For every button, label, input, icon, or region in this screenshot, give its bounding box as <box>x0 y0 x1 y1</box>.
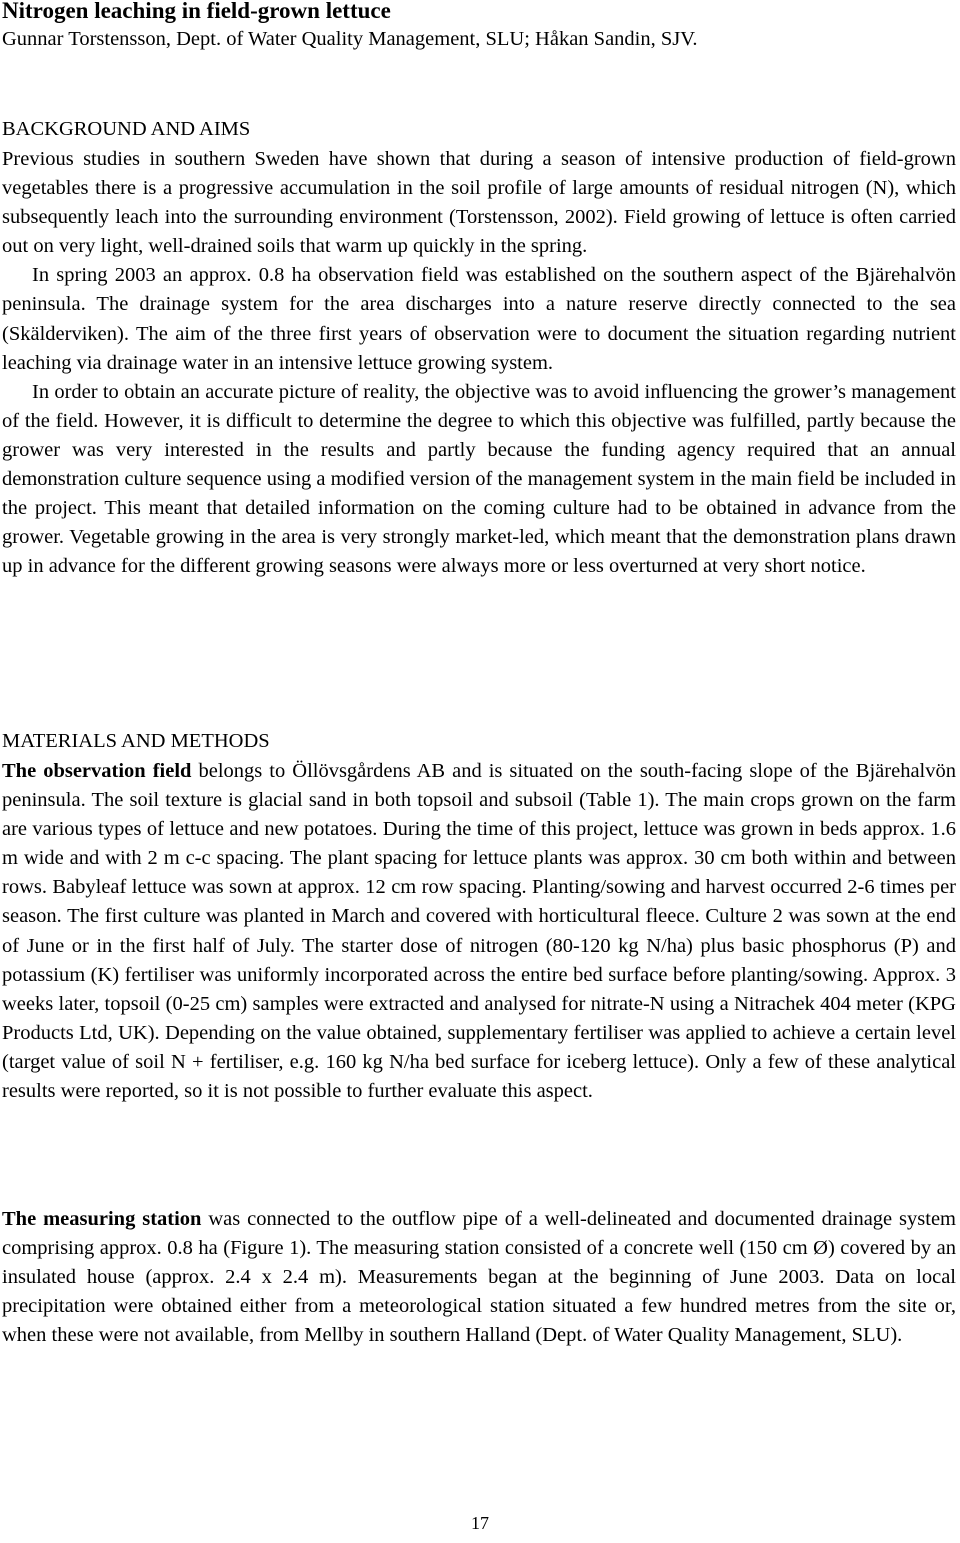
measuring-station-paragraph <box>2 1205 956 1350</box>
page-number: 17 <box>471 1513 489 1533</box>
background-paragraph-3: In order to obtain an accurate picture of reality, the objective was to avoid influencing the grower’s management of the field. However, it is difficult to determine the degree to which this objective was fulfilled, partly because the grower was very interested in the results and partly because the funding agency required that an annual demonstration culture sequence using a modified version of the management system in the main field be included in the project. This meant that detailed information on the coming culture had to be obtained in advance from the grower. Vegetable growing in the area is very strongly market-led, which meant that the demonstration plans drawn up in advance for the different growing seasons were always more or less overturned at very short notice. <box>2 380 956 578</box>
measuring-station-body: was connected to the outflow pipe of a well-delineated and documented drainage system comprising approx. 0.8 ha (Figure 1). The measuring station consisted of a concrete well (150 cm Ø) covered by an insulated house (approx. 2.4 x 2.4 m). Measurements began at the beginning of June 2003. Data on local precipitation were obtained either from a meteorological station situated a few hundred metres from the site or, when these were not available, from Mellby in southern Halland (Dept. of Water Quality Management, SLU). <box>2 1208 956 1347</box>
author-line: Gunnar Torstensson, Dept. of Water Quality Management, SLU; Håkan Sandin, SJV. <box>2 28 698 50</box>
background-heading: BACKGROUND AND AIMS <box>2 118 251 140</box>
measuring-station-lead: The measuring station <box>2 1208 202 1230</box>
observation-field-lead: The observation field <box>2 760 192 782</box>
background-paragraph-2: In spring 2003 an approx. 0.8 ha observation field was established on the southern aspect of the Bjärehalvön peninsula. The drainage system for the area discharges into a nature reserve directly connected to the sea (Skälderviken). The aim of the three first years of observation were to document the situation regarding nutrient leaching via drainage water in an intensive lettuce growing system. <box>2 264 956 374</box>
observation-field-body: belongs to Öllövsgårdens AB and is situated on the south-facing slope of the Bjärehalvön peninsula. The soil texture is glacial sand in both topsoil and subsoil (Table 1). The main crops grown on the farm are various types of lettuce and new potatoes. During the time of this project, lettuce was grown in beds approx. 1.6 m wide and with 2 m c-c spacing. The plant spacing for lettuce plants was approx. 30 cm both within and between rows. Babyleaf lettuce was sown at approx. 12 cm row spacing. Planting/sowing and harvest occurred 2-6 times per season. The first culture was planted in March and covered with horticultural fleece. Culture 2 was sown at the end of June or in the first half of July. The starter dose of nitrogen (80-120 kg N/ha) plus basic phosphorus (P) and potassium (K) fertiliser was uniformly incorporated across the entire bed surface before planting/sowing. Approx. 3 weeks later, topsoil (0-25 cm) samples were extracted and analysed for nitrate-N using a Nitrachek 404 meter (KPG Products Ltd, UK). Depending on the value obtained, supplementary fertiliser was applied to achieve a certain level (target value of soil N + fertiliser, e.g. 160 kg N/ha bed surface for iceberg lettuce). Only a few of these analytical results were reported, so it is not possible to further evaluate this aspect. <box>2 760 956 1103</box>
measuring-station-text <box>2 1205 956 1350</box>
document-title: Nitrogen leaching in field-grown lettuce <box>2 0 391 23</box>
background-paragraph-1: Previous studies in southern Sweden have shown that during a season of intensive production of field-grown vegetables there is a progressive accumulation in the soil profile of large amounts of residual nitrogen (N), which subsequently leach into the surrounding environment (Torstensson, 2002). Field growing of lettuce is often carried out on very light, well-drained soils that warm up quickly in the spring. <box>2 148 956 258</box>
observation-field-text <box>2 757 956 1106</box>
methods-heading: MATERIALS AND METHODS <box>2 730 270 752</box>
observation-field-paragraph <box>2 757 956 1106</box>
background-section <box>2 145 956 581</box>
